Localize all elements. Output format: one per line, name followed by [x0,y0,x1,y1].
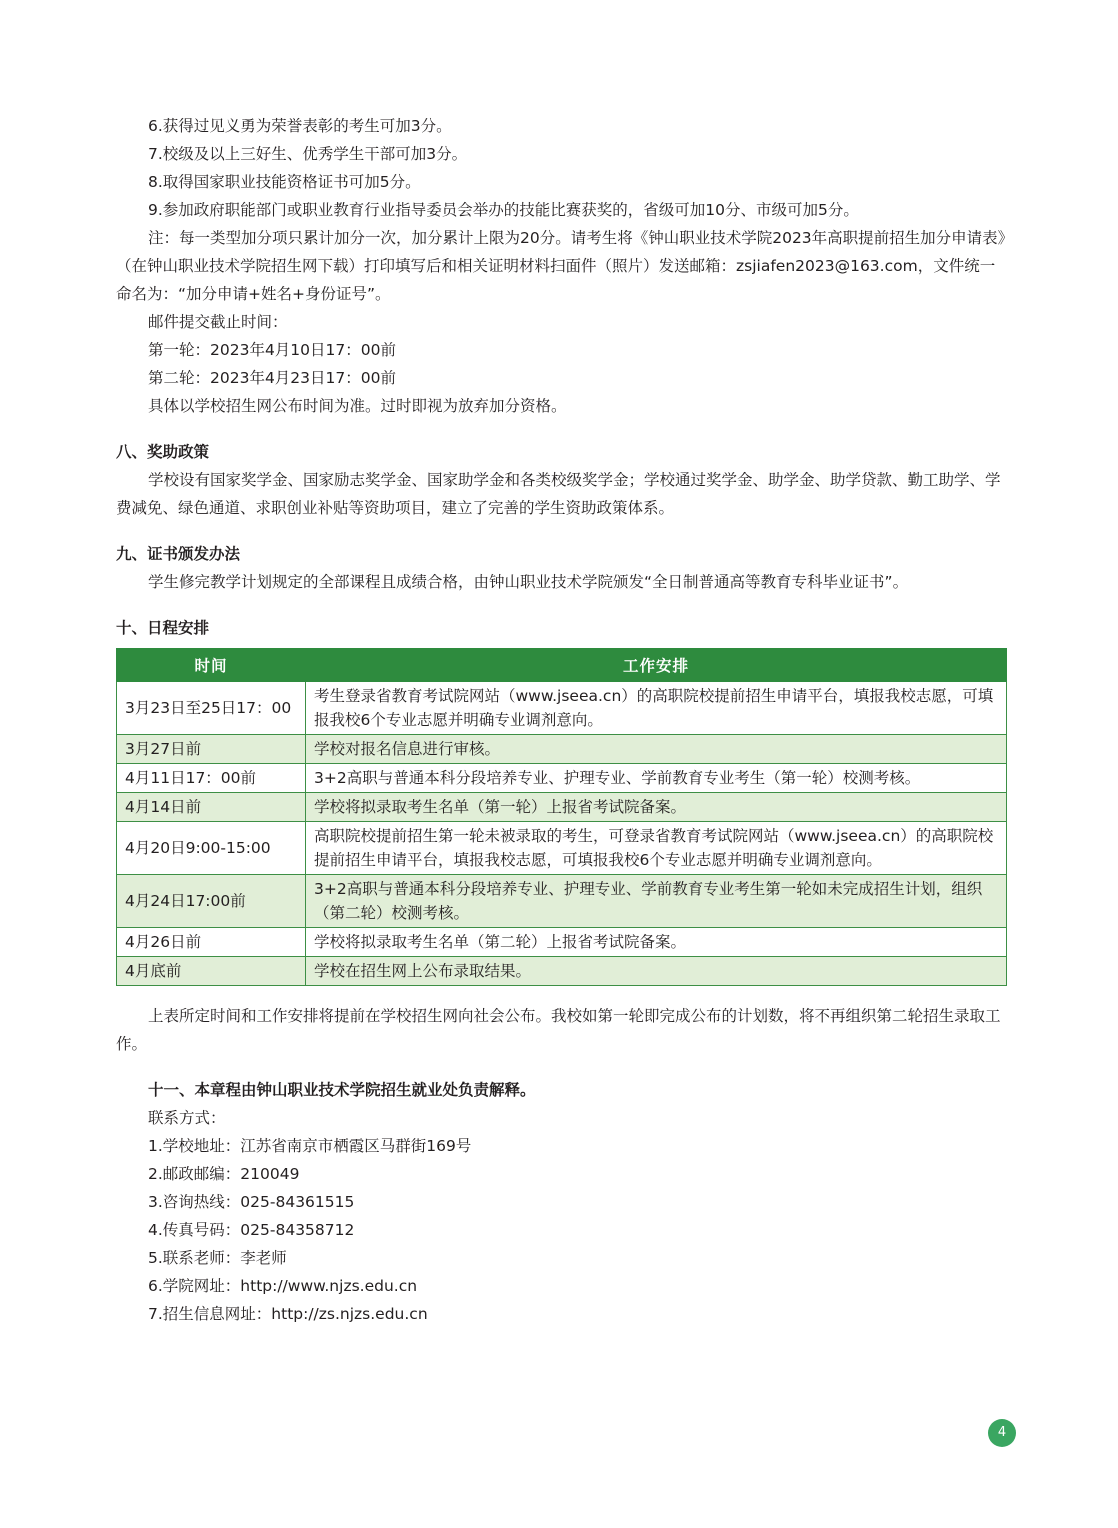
table-header-row [117,649,1007,682]
table-row [117,875,1007,928]
table-row [117,957,1007,986]
table-row [117,764,1007,793]
row-work: 学校对报名信息进行审核。 [306,735,1007,764]
table-row [117,928,1007,957]
contact-teacher: 5.联系老师：李老师 [148,1249,287,1267]
row-time: 4月24日17:00前 [117,875,306,928]
row-time: 4月26日前 [117,928,306,957]
contact-admission-url[interactable]: 7.招生信息网址：http://zs.njzs.edu.cn [148,1305,428,1323]
row-work: 学校将拟录取考生名单（第二轮）上报省考试院备案。 [306,928,1007,957]
row-work: 考生登录省教育考试院网站（www.jseea.cn）的高职院校提前招生申请平台，填报我校志愿，可填报我校6个专业志愿并明确专业调剂意向。 [306,682,1007,735]
contact-hotline: 3.咨询热线：025-84361515 [148,1193,355,1211]
after-table-note: 上表所定时间和工作安排将提前在学校招生网向社会公布。我校如第一轮即完成公布的计划数，将不再组织第二轮招生录取工作。 [116,1007,1001,1053]
deadline-remark: 具体以学校招生网公布时间为准。过时即视为放弃加分资格。 [148,397,567,415]
bonus-item-8: 8.取得国家职业技能资格证书可加5分。 [148,173,421,191]
contact-college-url[interactable]: 6.学院网址：http://www.njzs.edu.cn [148,1277,418,1295]
header-time: 时间 [117,649,306,682]
row-time: 4月底前 [117,957,306,986]
contact-fax: 4.传真号码：025-84358712 [148,1221,355,1239]
row-time: 4月20日9:00-15:00 [117,822,306,875]
section-9-body: 学生修完教学计划规定的全部课程且成绩合格，由钟山职业技术学院颁发“全日制普通高等教育专科毕业证书”。 [148,573,909,591]
section-11-title: 十一、本章程由钟山职业技术学院招生就业处负责解释。 [148,1081,536,1099]
page-number-badge: 4 [988,1419,1016,1447]
table-row [117,793,1007,822]
deadline-round2: 第二轮：2023年4月23日17：00前 [148,369,396,387]
bonus-item-9: 9.参加政府职能部门或职业教育行业指导委员会举办的技能比赛获奖的，省级可加10分、市级可加5分。 [148,201,859,219]
row-time: 3月23日至25日17：00 [117,682,306,735]
contact-label: 联系方式： [148,1109,226,1127]
table-row [117,822,1007,875]
section-8-body: 学校设有国家奖学金、国家励志奖学金、国家助学金和各类校级奖学金；学校通过奖学金、助学金、助学贷款、勤工助学、学费减免、绿色通道、求职创业补贴等资助项目，建立了完善的学生资助政策体系。 [116,471,1001,517]
header-work: 工作安排 [306,649,1007,682]
deadline-label: 邮件提交截止时间： [148,313,288,331]
contact-postcode: 2.邮政邮编：210049 [148,1165,300,1183]
contact-address: 1.学校地址：江苏省南京市栖霞区马群街169号 [148,1137,472,1155]
row-work: 3+2高职与普通本科分段培养专业、护理专业、学前教育专业考生（第一轮）校测考核。 [306,764,1007,793]
bonus-item-6: 6.获得过见义勇为荣誉表彰的考生可加3分。 [148,117,452,135]
row-time: 3月27日前 [117,735,306,764]
section-9-title: 九、证书颁发办法 [116,545,241,563]
section-8-title: 八、奖助政策 [116,443,210,461]
document-page [116,112,1007,1328]
table-row [117,735,1007,764]
section-10-title: 十、日程安排 [116,619,210,637]
schedule-table [116,648,1007,986]
bonus-item-7: 7.校级及以上三好生、优秀学生干部可加3分。 [148,145,468,163]
table-row [117,682,1007,735]
bonus-note: 注：每一类型加分项只累计加分一次，加分累计上限为20分。请考生将《钟山职业技术学院2023年高职提前招生加分申请表》（在钟山职业技术学院招生网下载）打印填写后和相关证明材料扫面件（照片）发送邮箱：zsjiafen2023@163.com，文件统一命名为：“加分申请+姓名+身份证号”。 [116,229,1006,303]
row-time: 4月14日前 [117,793,306,822]
deadline-round1: 第一轮：2023年4月10日17：00前 [148,341,396,359]
row-work: 学校将拟录取考生名单（第一轮）上报省考试院备案。 [306,793,1007,822]
row-work: 学校在招生网上公布录取结果。 [306,957,1007,986]
row-work: 高职院校提前招生第一轮未被录取的考生，可登录省教育考试院网站（www.jseea.cn）的高职院校提前招生申请平台，填报我校志愿，可填报我校6个专业志愿并明确专业调剂意向。 [306,822,1007,875]
row-work: 3+2高职与普通本科分段培养专业、护理专业、学前教育专业考生第一轮如未完成招生计划，组织（第二轮）校测考核。 [306,875,1007,928]
row-time: 4月11日17：00前 [117,764,306,793]
